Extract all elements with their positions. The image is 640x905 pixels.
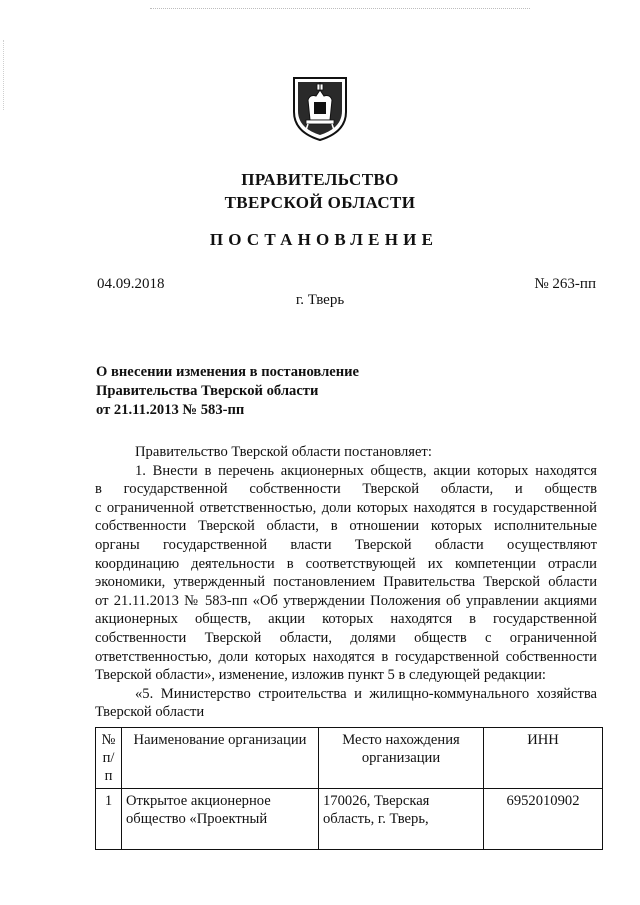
body-line: ответственностью, доли которых находятся в государственной собственности xyxy=(95,648,597,665)
document-type-title: ПОСТАНОВЛЕНИЕ xyxy=(209,230,439,249)
document-subject xyxy=(96,363,359,420)
body-line: координацию деятельности в соответствующей их компетенции отрасли xyxy=(95,555,597,572)
body-line: акционерных обществ, акции которых находятся в государственной xyxy=(95,611,597,628)
organizations-table xyxy=(95,727,603,850)
coat-of-arms-emblem xyxy=(292,76,348,142)
government-name-line2: ТВЕРСКОЙ ОБЛАСТИ xyxy=(224,193,416,212)
body-line: с ограниченной ответственностью, доли которых находятся в государственной xyxy=(95,499,597,516)
body-line: Тверской области xyxy=(95,704,205,721)
body-line: от 21.11.2013 № 583-пп «Об утверждении Положения об управлении акциями xyxy=(95,592,597,609)
subject-line: О внесении изменения в постановление xyxy=(96,364,360,380)
header-number: № п/п xyxy=(96,728,122,789)
body-line: собственности Тверской области, в отношении которых исполнительные xyxy=(95,518,597,535)
document-body xyxy=(95,443,597,722)
body-line: собственности Тверской области, долями обществ с ограниченной xyxy=(95,629,597,646)
body-line: органы государственной власти Тверской области осуществляют xyxy=(95,536,597,553)
body-line: Тверской области», изменение, изложив пункт 5 в следующей редакции: xyxy=(95,667,546,684)
table-header-row xyxy=(96,728,603,789)
subject-line: Правительства Тверской области xyxy=(96,383,319,399)
cell-number: 1 xyxy=(96,789,122,850)
government-name-line1: ПРАВИТЕЛЬСТВО xyxy=(241,170,399,189)
cell-location: 170026, Тверская область, г. Тверь, xyxy=(319,789,484,850)
scan-artifact-edge xyxy=(3,40,4,110)
scan-artifact-line xyxy=(150,8,530,9)
header-organization: Наименование организации xyxy=(122,728,319,789)
header-location: Место нахождения организации xyxy=(319,728,484,789)
cell-inn: 6952010902 xyxy=(484,789,603,850)
document-city: г. Тверь xyxy=(295,292,345,308)
body-line: 1. Внести в перечень акционерных обществ, акции которых находятся xyxy=(135,462,597,479)
header-inn: ИНН xyxy=(484,728,603,789)
subject-line: от 21.11.2013 № 583-пп xyxy=(96,402,245,418)
cell-organization: Открытое акционерное общество «Проектный xyxy=(122,789,319,850)
body-line: «5. Министерство строительства и жилищно-коммунального хозяйства xyxy=(135,685,597,702)
body-line: в государственной собственности Тверской области, и обществ xyxy=(95,481,597,498)
document-number: № 263-пп xyxy=(534,276,596,292)
body-line: Правительство Тверской области постановляет: xyxy=(135,444,432,460)
body-line: экономики, утвержденный постановлением Правительства Тверской области xyxy=(95,574,597,591)
document-date: 04.09.2018 xyxy=(97,276,165,292)
table-row xyxy=(96,789,603,850)
